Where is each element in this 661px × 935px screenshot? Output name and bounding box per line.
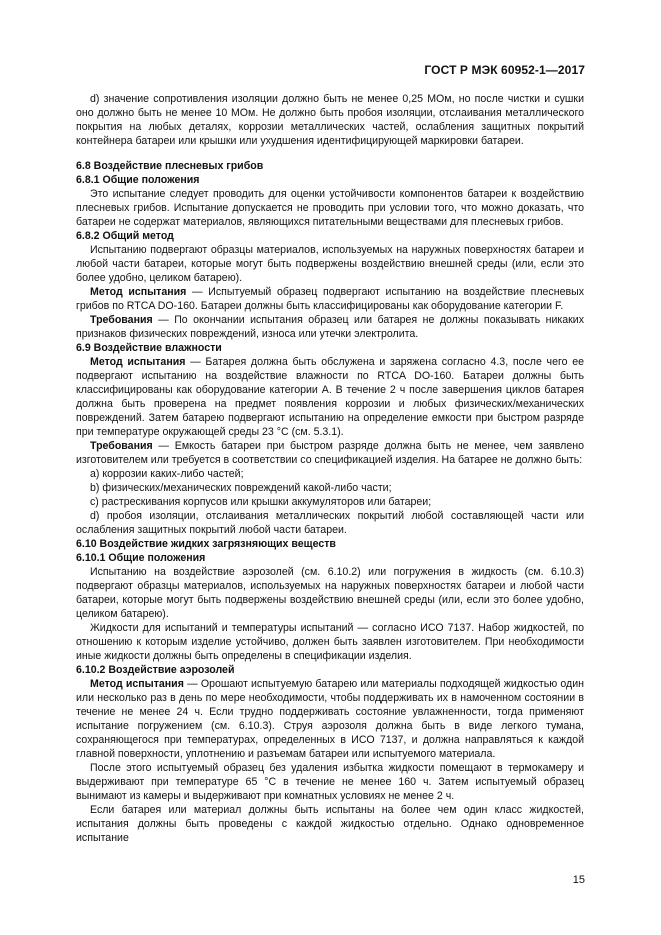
section-6-9-method — [76, 355, 584, 439]
requirements-term: Требования — [90, 440, 153, 452]
requirements-text: — Емкость батареи при быстром разряде должна быть не менее, чем заявлено изготовителем или требуется в соответствии со спецификацией изделия. На батарее не должно быть: — [76, 440, 584, 466]
document-header: ГОСТ Р МЭК 60952-1—2017 — [424, 63, 585, 77]
section-6-10-2-title: 6.10.2 Воздействие аэрозолей — [76, 664, 235, 676]
list-item: d) пробоя изоляции, отслаивания металлических покрытий любой составляющей части или ослабления защитных покрытий любой части батареи. — [76, 510, 584, 536]
requirements-text: — По окончании испытания образец или батарея не должны показывать никаких признаков физических повреждений, износа или утечки электролита. — [76, 314, 584, 340]
section-6-8-method — [76, 285, 584, 313]
section-6-8-1-title: 6.8.1 Общие положения — [76, 174, 200, 186]
method-text: — Батарея должна быть обслужена и заряжена согласно 4.3, после чего ее подвергают испытанию на воздействие влажности по RTCA DO-160. Батареи должны быть классифицированы как оборудование категории А. В течение 2 ч после завершения циклов батарея должна быть проверена на предмет появления коррозии и любых физических/механических повреждений. Затем батарею подвергают испытанию на определение емкости при быстром разряде при температуре окружающей среды 23 °С (см. 5.3.1). — [76, 356, 584, 438]
page-number: 15 — [572, 874, 585, 886]
section-6-8-title: 6.8 Воздействие плесневых грибов — [76, 160, 264, 172]
document-body — [76, 92, 584, 845]
method-term: Метод испытания — [90, 356, 186, 368]
list-item: а) коррозии каких-либо частей; — [90, 468, 244, 480]
method-text: — Испытуемый образец подвергают испытанию на воздействие плесневых грибов по RTCA DO-160. Батареи должны быть классифицированы как оборудование категории F. — [76, 286, 584, 312]
section-6-8-2-text: Испытанию подвергают образцы материалов, используемых на наружных поверхностях батареи и любой части батареи, которые могут быть подвержены воздействию внешней среды (или, если это более удобно, целиком батарею). — [76, 244, 584, 284]
section-6-8-1-text: Это испытание следует проводить для оценки устойчивости компонентов батареи к воздействию плесневых грибов. Испытание допускается не проводить при условии того, что можно доказать, что батареи не содержат материалов, являющихся питательными веществами для плесневых грибов. — [76, 188, 584, 228]
section-6-8-requirements — [76, 313, 584, 341]
section-6-10-1-text-1: Испытанию на воздействие аэрозолей (см. 6.10.2) или погружения в жидкость (см. 6.10.3) подвергают образцы материалов, используемых на наружных поверхностях батареи и любой части батареи, которые могут быть подвержены воздействию внешней среды (или, если это более удобно, целиком батарею). — [76, 566, 584, 620]
section-6-9-requirements — [76, 439, 584, 467]
section-6-10-title: 6.10 Воздействие жидких загрязняющих веществ — [76, 538, 336, 550]
section-6-10-2-method — [76, 677, 584, 761]
requirements-term: Требования — [90, 314, 153, 326]
section-6-10-2-text-last: Если батарея или материал должны быть испытаны на более чем один класс жидкостей, испытания должны быть проведены с каждой жидкостью отдельно. Однако одновременное испытание — [76, 804, 584, 844]
list-item: b) физических/механических повреждений какой-либо части; — [90, 482, 392, 494]
section-6-10-1-text-2: Жидкости для испытаний и температуры испытаний — согласно ИСО 7137. Набор жидкостей, по отношению к которым изделие устойчиво, должен быть заявлен изготовителем. При необходимости иные жидкости должны быть определены в спецификации изделия. — [76, 622, 584, 662]
section-6-8-2-title: 6.8.2 Общий метод — [76, 230, 174, 242]
method-text: — Орошают испытуемую батарею или материалы подходящей жидкостью один или несколько раз в день по мере необходимости, чтобы поддерживать их в намоченном состоянии в течение не менее 24 ч. Если трудно поддерживать состояние увлажненности, тогда применяют испытание погружением (см. 6.10.3). Струя аэрозоля должна быть в виде легкого тумана, сохраняющегося при температурах, определенных в ИСО 7137, и должна направляться к каждой главной поверхности, уплотнению и разъемам батареи или испытуемого материала. — [76, 678, 584, 760]
method-term: Метод испытания — [90, 286, 187, 298]
section-6-10-1-title: 6.10.1 Общие положения — [76, 552, 206, 564]
section-6-10-2-text-after: После этого испытуемый образец без удаления избытка жидкости помещают в термокамеру и выдерживают при температуре 65 °С в течение не менее 160 ч. Затем испытуемый образец вынимают из камеры и выдерживают при комнатных условиях не менее 2 ч. — [76, 762, 584, 802]
method-term: Метод испытания — [90, 678, 184, 690]
section-6-9-title: 6.9 Воздействие влажности — [76, 342, 222, 354]
list-item: с) растрескивания корпусов или крышки аккумуляторов или батареи; — [90, 496, 432, 508]
paragraph-d: d) значение сопротивления изоляции должно быть не менее 0,25 МОм, но после чистки и сушки оно должно быть не менее 10 МОм. Не должно быть пробоя изоляции, отслаивания металлического покрытия на любых деталях, коррозии металлических частей, ослабления защитных покрытий контейнера батареи или крышки или ухудшения идентифицирующей маркировки батареи. — [76, 93, 584, 147]
